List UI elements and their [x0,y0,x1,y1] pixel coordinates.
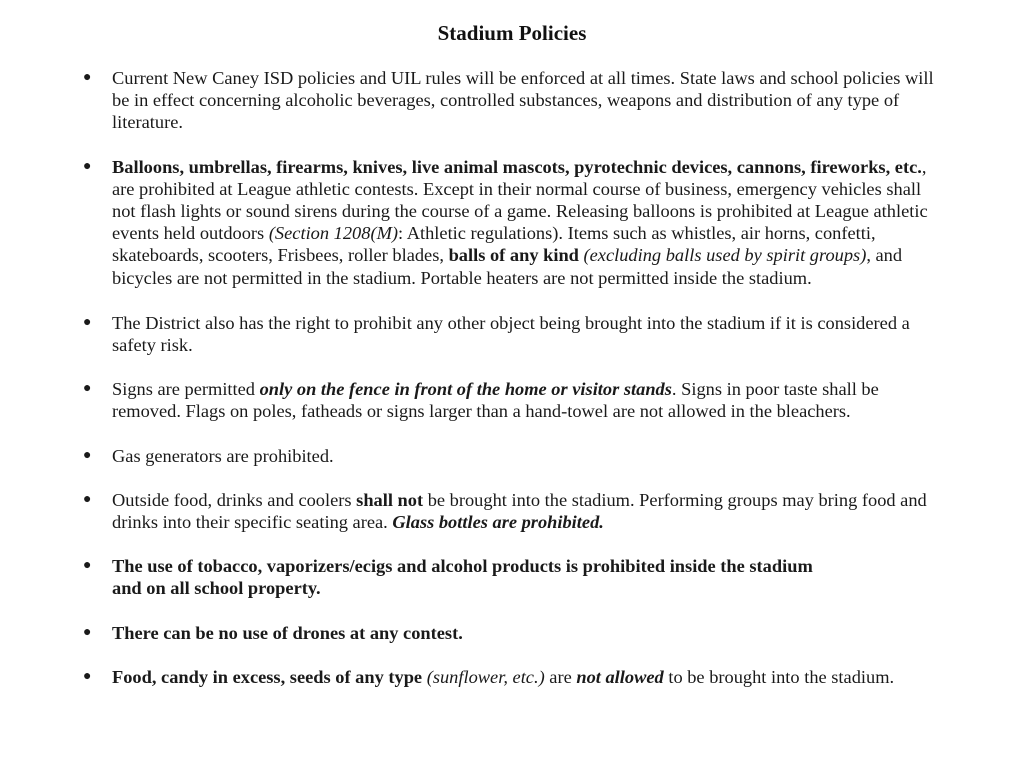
policy-item-outside-food [80,489,942,533]
bullet-icon: ● [83,70,92,85]
policy-text-italic: (Section 1208(M) [268,223,399,244]
bullet-icon: ● [83,624,92,640]
policy-item-gas-generators [80,445,942,467]
bullet-icon: ● [83,668,92,684]
policy-item-prohibited-items [80,156,942,289]
policy-text-italic: (excluding balls used by spirit groups) [583,245,867,266]
policy-text: , and bicycles are not permitted in the stadium. Portable heaters are not permitted inside the stadium. [112,245,903,288]
page-title: Stadium Policies [437,21,587,45]
bullet-icon: ● [83,447,92,463]
bullet-icon: ● [83,558,92,574]
policy-list [80,67,942,688]
policy-text-italic: (sunflower, etc.) [426,666,545,687]
policy-text: Outside food, drinks and coolers [112,489,357,510]
policy-item-food-candy [80,666,942,688]
policy-text-bold: shall not [356,489,424,510]
policy-item-tobacco [80,555,942,599]
policy-text: . Signs in poor taste shall be removed. Flags on poles, fatheads or signs larger than a hand-towel are not allowed in the bleachers. [112,379,879,422]
policy-text-bold-italic: Glass bottles are prohibited. [392,512,604,533]
policy-text: , are prohibited at League athletic contests. Except in their normal course of business, emergency vehicles shall not flash lights or sound sirens during the course of a game. Releasing balloons is prohibited at League athletic events held outdoors [112,156,928,244]
policy-text-bold: Balloons, umbrellas, firearms, knives, live animal mascots, pyrotechnic devices, cannons, fireworks, etc. [112,156,922,177]
policy-text-bold-italic: only on the fence in front of the home or visitor stands [259,379,672,400]
policy-text: Gas generators are prohibited. [112,445,334,466]
policy-item-drones [80,622,942,644]
policy-text-bold: The use of tobacco, vaporizers/ecigs and alcohol products is prohibited inside the stadium and on all school property. [112,556,813,599]
policy-text: Current New Caney ISD policies and UIL rules will be enforced at all times. State laws and school policies will be in effect concerning alcoholic beverages, controlled substances, weapons and distribution of any type of literature. [112,68,934,133]
policy-item-safety-risk [80,312,942,356]
policy-text: are [544,666,577,687]
policy-text-bold: Food, candy in excess, seeds of any type [112,666,423,687]
bullet-icon: ● [83,491,92,507]
policy-text: Signs are permitted [112,379,260,400]
policy-text-bold: balls of any kind [448,245,579,266]
policy-text: The District also has the right to prohibit any other object being brought into the stadium if it is considered a safety risk. [112,312,910,356]
policy-item-signs [80,378,942,422]
policy-text: to be brought into the stadium. [663,666,895,687]
policy-text-bold-italic: not allowed [576,666,664,687]
policy-text-bold: There can be no use of drones at any contest. [112,622,463,643]
policy-item-general-rules [80,67,942,134]
policy-text: be brought into the stadium. Performing groups may bring food and drinks into their specific seating area. [112,489,927,533]
bullet-icon: ● [83,158,92,174]
policy-text: : Athletic regulations). Items such as whistles, air horns, confetti, skateboards, scooters, Frisbees, roller blades, [112,223,876,266]
bullet-icon: ● [83,381,92,397]
bullet-icon: ● [83,314,92,330]
